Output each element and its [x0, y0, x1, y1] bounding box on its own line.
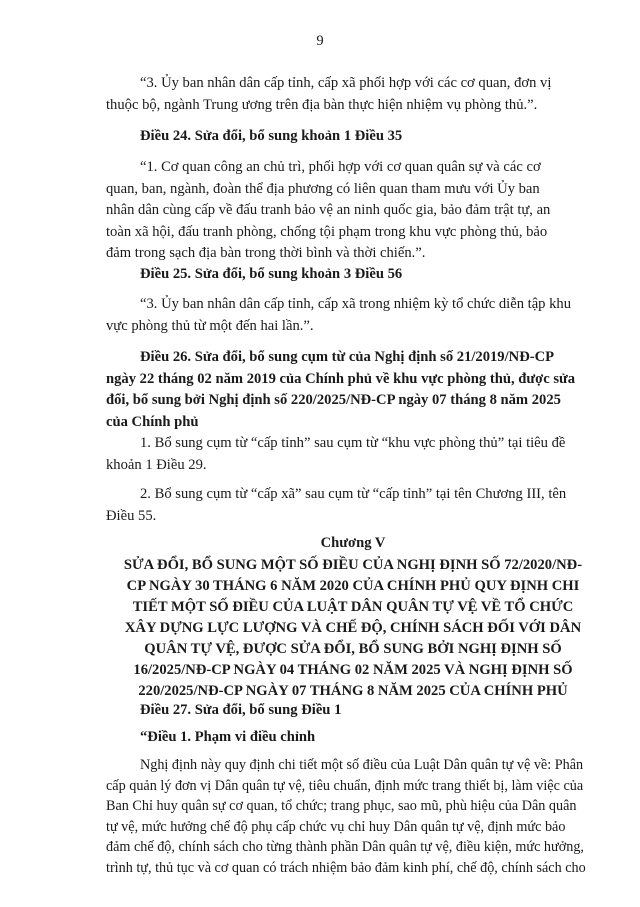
- text-line: đảm chế độ, chính sách cho từng thành phần Dân quân tự vệ, điều kiện, mức hưởng,: [106, 839, 584, 855]
- text-line: thuộc bộ, ngành Trung ương trên địa bàn thực hiện nhiệm vụ phòng thủ.”.: [106, 96, 538, 113]
- article-26-heading: [106, 347, 600, 433]
- paragraph-item-2: [106, 484, 600, 527]
- text-line: QUÂN TỰ VỆ, ĐƯỢC SỬA ĐỔI, BỔ SUNG BỞI NGHỊ ĐỊNH SỐ: [144, 641, 562, 657]
- text-line: 1. Bổ sung cụm từ “cấp tỉnh” sau cụm từ “khu vực phòng thủ” tại tiêu đề: [140, 435, 566, 451]
- text-line: “Điều 1. Phạm vi điều chỉnh: [140, 729, 316, 745]
- text-line: 220/2025/NĐ-CP NGÀY 07 THÁNG 8 NĂM 2025 CỦA CHÍNH PHỦ: [138, 683, 568, 699]
- text-line: Nghị định này quy định chi tiết một số điều của Luật Dân quân tự vệ về: Phân: [140, 757, 584, 773]
- article-1-quote-heading: [106, 727, 600, 749]
- text-line: Điều 24. Sửa đổi, bổ sung khoản 1 Điều 35: [140, 128, 403, 144]
- page-number: 9: [316, 33, 324, 49]
- text-line: toàn xã hội, đấu tranh phòng, chống tội phạm trong khu vực phòng thủ, bảo: [106, 223, 548, 240]
- text-line: CP NGÀY 30 THÁNG 6 NĂM 2020 CỦA CHÍNH PHỦ QUY ĐỊNH CHI: [126, 578, 580, 594]
- text-line: Ban Chỉ huy quân sự cơ quan, tổ chức; trang phục, sao mũ, phù hiệu của Dân quân: [106, 798, 577, 814]
- article-25-heading: [106, 264, 600, 286]
- text-line: đổi, bổ sung bởi Nghị định số 220/2025/NĐ-CP ngày 07 tháng 8 năm 2025: [106, 392, 561, 408]
- text-line: “1. Cơ quan công an chủ trì, phối hợp với cơ quan quân sự và các cơ: [140, 159, 541, 175]
- text-line: 2. Bổ sung cụm từ “cấp xã” sau cụm từ “cấp tỉnh” tại tên Chương III, tên: [140, 486, 567, 502]
- text-line: của Chính phủ: [106, 413, 199, 430]
- text-line: tự vệ, mức hưởng chế độ phụ cấp chức vụ chỉ huy Dân quân tự vệ, định mức bảo: [106, 818, 566, 835]
- text-line: 16/2025/NĐ-CP NGÀY 04 THÁNG 02 NĂM 2025 VÀ NGHỊ ĐỊNH SỐ: [133, 662, 573, 678]
- paragraph-clause-3-quote: [106, 73, 600, 116]
- paragraph-item-1: [106, 433, 600, 476]
- text-line: ngày 22 tháng 02 năm 2019 của Chính phủ về khu vực phòng thủ, được sửa: [106, 370, 576, 387]
- text-line: quan, ban, ngành, đoàn thể địa phương có liên quan tham mưu với Ủy ban: [106, 180, 540, 197]
- text-line: vực phòng thủ từ một đến hai lần.”.: [106, 317, 314, 334]
- chapter-title: [106, 555, 600, 702]
- text-line: trình tự, thủ tục và cơ quan có trách nhiệm bảo đảm kinh phí, chế độ, chính sách cho: [106, 859, 586, 876]
- chapter-label: [106, 533, 600, 554]
- article-24-heading: [106, 126, 600, 148]
- article-27-heading: [106, 700, 600, 722]
- text-line: nhân dân cùng cấp về đấu tranh bảo vệ an ninh quốc gia, bảo đảm trật tự, an: [106, 202, 551, 218]
- text-line: đảm trong sạch địa bàn trong thời bình và thời chiến.”.: [106, 245, 426, 261]
- text-line: XÂY DỰNG LỰC LƯỢNG VÀ CHẾ ĐỘ, CHÍNH SÁCH ĐỐI VỚI DÂN: [124, 620, 582, 636]
- text-line: Điều 27. Sửa đổi, bổ sung Điều 1: [140, 702, 342, 718]
- text-line: Chương V: [320, 535, 386, 551]
- paragraph-clause-3-exercise: [106, 294, 600, 337]
- paragraph-clause-1-quote: [106, 157, 600, 265]
- text-line: Điều 55.: [106, 507, 157, 524]
- text-line: TIẾT MỘT SỐ ĐIỀU CỦA LUẬT DÂN QUÂN TỰ VỆ VỀ TỔ CHỨC: [132, 599, 574, 615]
- text-line: khoản 1 Điều 29.: [106, 456, 207, 473]
- text-line: Điều 25. Sửa đổi, bổ sung khoản 3 Điều 56: [140, 266, 403, 282]
- text-line: cấp quản lý đơn vị Dân quân tự vệ, tiêu chuẩn, định mức trang thiết bị, làm việc của: [106, 777, 584, 794]
- text-line: SỬA ĐỔI, BỔ SUNG MỘT SỐ ĐIỀU CỦA NGHỊ ĐỊNH SỐ 72/2020/NĐ-: [123, 557, 583, 573]
- text-line: “3. Ủy ban nhân dân cấp tỉnh, cấp xã phối hợp với các cơ quan, đơn vị: [140, 75, 552, 91]
- paragraph-scope: [106, 755, 600, 878]
- text-line: “3. Ủy ban nhân dân cấp tỉnh, cấp xã trong nhiệm kỳ tổ chức diễn tập khu: [140, 296, 572, 312]
- text-line: Điều 26. Sửa đổi, bổ sung cụm từ của Nghị định số 21/2019/NĐ-CP: [140, 349, 555, 365]
